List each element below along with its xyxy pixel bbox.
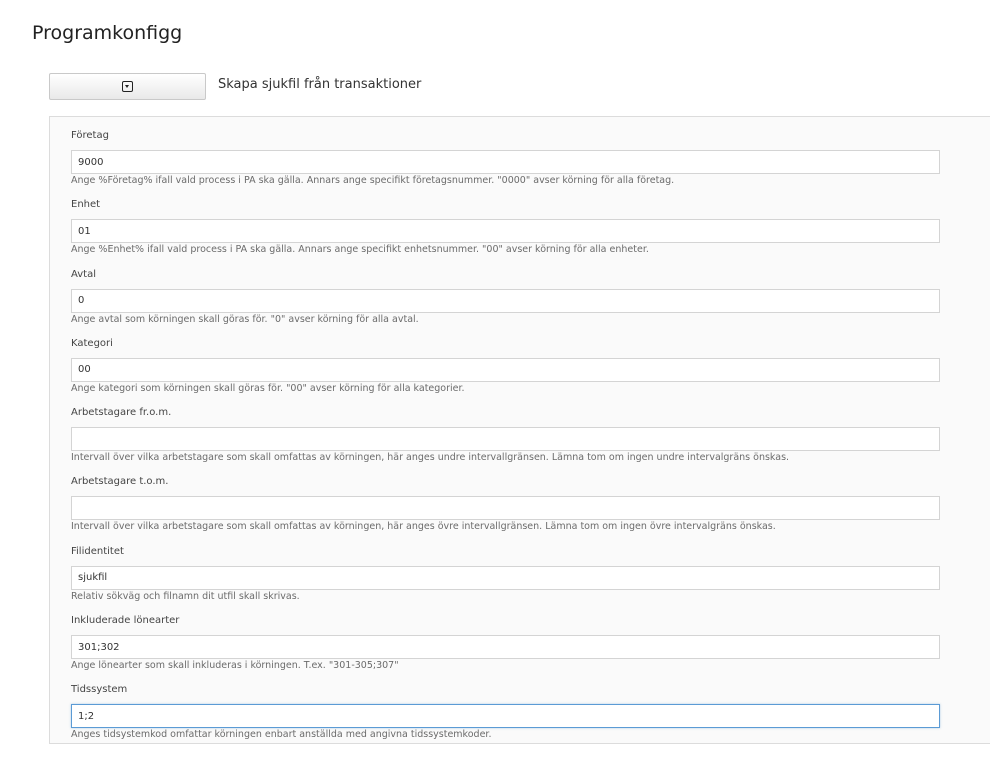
field-label: Arbetstagare t.o.m. [71,476,169,488]
field-help-text: Intervall över vilka arbetstagare som skall omfattas av körningen, här anges övre intervallgränsen. Lämna tom om ingen övre intervalgräns önskas. [71,521,776,533]
arbetstagare-from-input[interactable] [71,427,940,451]
section-title: Skapa sjukfil från transaktioner [218,77,422,92]
arbetstagare-tom-input[interactable] [71,496,940,520]
field-arbetstagare-from [71,404,990,473]
field-filidentitet [71,543,990,612]
field-help-text: Intervall över vilka arbetstagare som skall omfattas av körningen, här anges undre intervallgränsen. Lämna tom om ingen undre intervalgräns önskas. [71,452,790,464]
field-help-text: Ange %Företag% ifall vald process i PA ska gälla. Annars ange specifikt företagsnummer. "0000" avser körning för alla företag. [71,175,675,186]
field-help-text: Ange avtal som körningen skall göras för. "0" avser körning för alla avtal. [71,313,419,325]
field-help-text: Ange kategori som körningen skall göras för. "00" avser körning för alla kategorier. [71,382,465,394]
config-panel [49,116,990,744]
field-label: Företag [71,130,109,141]
field-enhet [71,196,990,265]
avtal-input[interactable] [71,289,940,313]
field-label: Tidssystem [71,684,128,696]
field-help-text: Anges tidsystemkod omfattar körningen enbart anställda med angivna tidssystemkoder. [71,729,492,741]
field-label: Filidentitet [71,545,124,557]
field-avtal [71,266,990,335]
dropdown-toggle-icon [122,81,133,92]
config-fields [71,127,990,751]
field-label: Avtal [71,268,96,280]
lonearter-input[interactable] [71,635,940,659]
kategori-input[interactable] [71,358,940,382]
filidentitet-input[interactable] [71,566,940,590]
field-label: Inkluderade lönearter [71,615,180,627]
field-label: Arbetstagare fr.o.m. [71,407,172,419]
field-inkluderade-lonearter [71,612,990,681]
field-label: Kategori [71,337,113,349]
field-foretag [71,127,990,196]
field-tidssystem [71,681,990,750]
field-help-text: Ange lönearter som skall inkluderas i körningen. T.ex. "301-305;307" [71,660,399,672]
enhet-input[interactable] [71,219,940,243]
collapse-toggle-button[interactable] [49,73,206,100]
field-kategori [71,335,990,404]
field-arbetstagare-tom [71,473,990,542]
field-label: Enhet [71,199,101,211]
page-title: Programkonfigg [32,22,183,44]
field-help-text: Relativ sökväg och filnamn dit utfil skall skrivas. [71,590,300,602]
field-help-text: Ange %Enhet% ifall vald process i PA ska gälla. Annars ange specifikt enhetsnummer. "00" avser körning för alla enheter. [71,244,649,256]
tidssystem-input[interactable] [71,704,940,728]
foretag-input[interactable] [71,150,940,174]
